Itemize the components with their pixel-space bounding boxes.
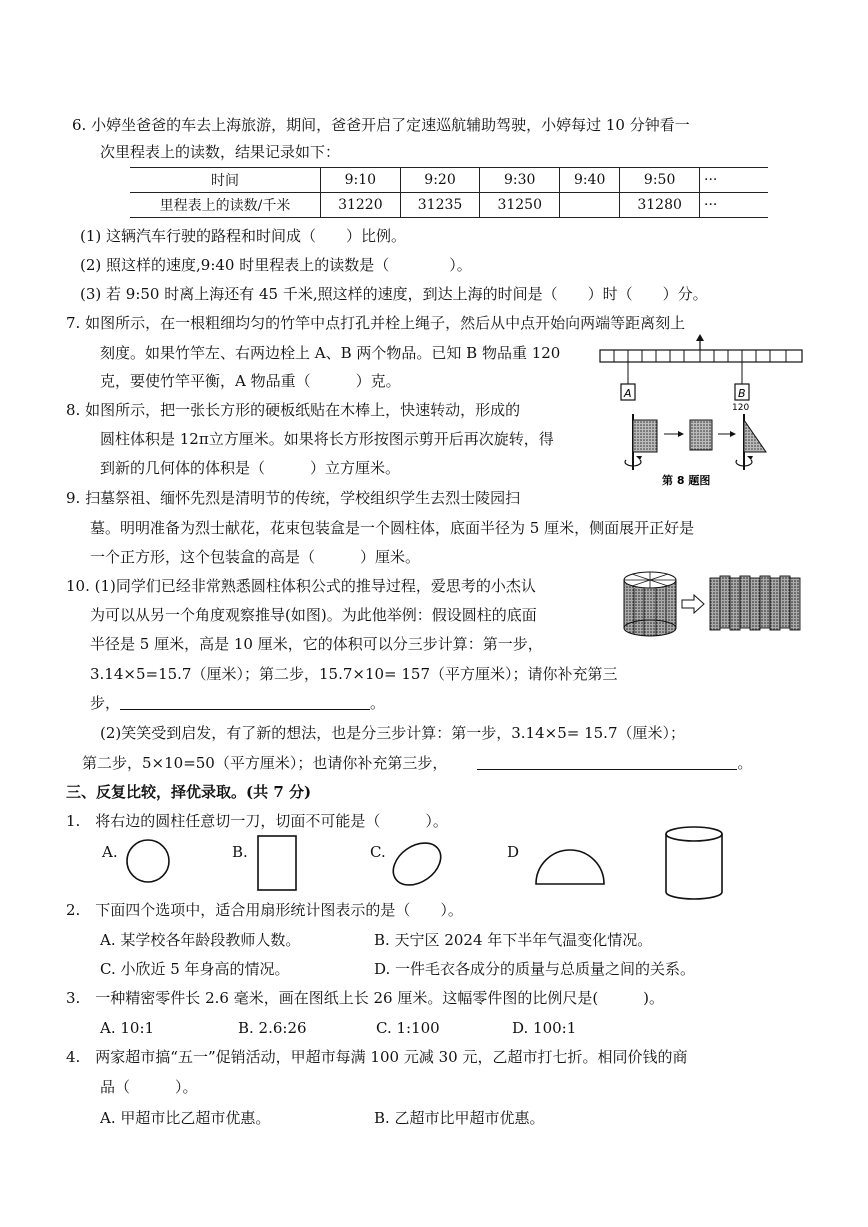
s3q4-stem-line1: 4. 两家超市搞“五一”促销活动，甲超市每满 100 元减 30 元，乙超市打七折。相同价钱的商	[66, 1048, 688, 1066]
s3q2-option-a[interactable]: A. 某学校各年龄段教师人数。	[100, 931, 301, 949]
q8-line3: 到新的几何体的体积是（ ）立方厘米。	[100, 459, 401, 477]
q6-stem-line1: 6. 小婷坐爸爸的车去上海旅游，期间，爸爸开启了定速巡航辅助驾驶，小婷每过 10 分钟看一	[72, 116, 690, 134]
fig-label-b: B	[738, 387, 746, 400]
s3q3-option-b[interactable]: B. 2.6:26	[238, 1019, 307, 1037]
table-cell: 9:40	[560, 168, 620, 193]
q10-end-mark: 。	[370, 694, 386, 712]
answer-blank-q10-1[interactable]	[120, 693, 370, 710]
q7-line2: 刻度。如果竹竿左、右两边栓上 A、B 两个物品。已知 B 物品重 120	[100, 344, 561, 362]
s3q1-stem: 1. 将右边的圆柱任意切一刀，切面不可能是（ ）。	[66, 812, 448, 830]
table-cell: 31280	[620, 193, 700, 218]
fig-label-weight: 120	[732, 403, 750, 412]
s3q3-option-a[interactable]: A. 10:1	[100, 1019, 155, 1037]
bamboo-pole-figure	[598, 332, 808, 412]
s3q4-option-b[interactable]: B. 乙超市比甲超市优惠。	[374, 1109, 545, 1127]
q6-sub2: (2) 照这样的速度,9:40 时里程表上的读数是（ ）。	[80, 256, 472, 274]
table-cell: 31220	[321, 193, 401, 218]
s3q1-option-a-label[interactable]: A.	[102, 843, 118, 861]
s3q2-option-b[interactable]: B. 天宁区 2024 年下半年气温变化情况。	[374, 931, 653, 949]
table-cell: ···	[700, 168, 769, 193]
q10-end-mark-2: 。	[737, 754, 753, 772]
table-cell-label: 里程表上的读数/千米	[130, 193, 321, 218]
fig-label-a: A	[624, 387, 632, 400]
q8-line1: 8. 如图所示，把一张长方形的硬板纸贴在木棒上，快速转动，形成的	[66, 401, 521, 419]
section3-title: 三、反复比较，择优录取。(共 7 分)	[66, 783, 312, 801]
s3q4-option-a[interactable]: A. 甲超市比乙超市优惠。	[100, 1109, 271, 1127]
q10-line5: 步，	[90, 694, 121, 712]
table-cell: 9:20	[400, 168, 480, 193]
q10-line2: 为可以从另一个角度观察推导(如图)。为此他举例：假设圆柱的底面	[90, 606, 537, 624]
table-cell: 9:30	[480, 168, 560, 193]
q6-stem-line2: 次里程表上的读数，结果记录如下：	[100, 143, 341, 161]
q7-line3: 克，要使竹竿平衡，A 物品重（ ）克。	[100, 372, 401, 390]
q8-fig-caption: 第 8 题图	[662, 474, 711, 487]
q10-line1: 10. (1)同学们已经非常熟悉圆柱体积公式的推导过程，爱思考的小杰认	[66, 577, 536, 595]
odometer-table	[130, 167, 768, 218]
circle-shape-icon	[120, 838, 176, 884]
table-cell: 9:10	[321, 168, 401, 193]
s3q2-option-d[interactable]: D. 一件毛衣各成分的质量与总质量之间的关系。	[374, 960, 696, 978]
table-row	[130, 168, 768, 193]
rotating-rectangle-figure	[622, 412, 772, 490]
s3q1-option-d-label[interactable]: D	[507, 843, 520, 861]
cylinder-rearrange-figure	[620, 568, 810, 640]
q10-line7-wrap	[82, 752, 752, 774]
s3q2-option-c[interactable]: C. 小欣近 5 年身高的情况。	[100, 960, 290, 978]
q8-line2: 圆柱体积是 12π立方厘米。如果将长方形按图示剪开后再次旋转，得	[100, 430, 554, 448]
cylinder-shape-icon	[662, 824, 726, 904]
q9-line3: 一个正方形，这个包装盒的高是（ ）厘米。	[90, 548, 421, 566]
s3q3-option-c[interactable]: C. 1:100	[376, 1019, 440, 1037]
q9-line1: 9. 扫墓祭祖、缅怀先烈是清明节的传统，学校组织学生去烈士陵园扫	[66, 489, 521, 507]
table-row	[130, 193, 768, 218]
table-cell-label: 时间	[130, 168, 321, 193]
s3q1-option-b-label[interactable]: B.	[232, 843, 248, 861]
q10-line4: 3.14×5=15.7（厘米）；第二步，15.7×10= 157（平方厘米）；请你补充第三	[90, 665, 618, 683]
q10-line3: 半径是 5 厘米，高是 10 厘米，它的体积可以分三步计算：第一步，	[90, 635, 543, 653]
q6-sub1: (1) 这辆汽车行驶的路程和时间成（ ）比例。	[80, 227, 407, 245]
s3q3-stem: 3. 一种精密零件长 2.6 毫米，画在图纸上长 26 厘米。这幅零件图的比例尺是( )。	[66, 989, 665, 1007]
table-cell: 9:50	[620, 168, 700, 193]
table-cell: 31250	[480, 193, 560, 218]
q7-line1: 7. 如图所示，在一根粗细均匀的竹竿中点打孔并栓上绳子，然后从中点开始向两端等距离刻上	[66, 314, 686, 332]
rectangle-shape-icon	[254, 834, 300, 894]
table-cell	[560, 193, 620, 218]
q10-line5-wrap	[90, 692, 385, 714]
q10-line6: (2)笑笑受到启发，有了新的想法，也是分三步计算：第一步，3.14×5= 15.7（厘米）；	[100, 724, 685, 742]
s3q1-option-c-label[interactable]: C.	[370, 843, 386, 861]
q6-sub3: (3) 若 9:50 时离上海还有 45 千米,照这样的速度，到达上海的时间是（ ）时（ ）分。	[80, 285, 708, 303]
answer-blank-q10-2[interactable]	[477, 753, 737, 770]
ellipse-shape-icon	[386, 838, 448, 890]
semicircle-shape-icon	[532, 846, 608, 888]
s3q4-stem-line2: 品（ ）。	[100, 1078, 198, 1096]
s3q3-option-d[interactable]: D. 100:1	[512, 1019, 577, 1037]
table-cell: ···	[700, 193, 769, 218]
q9-line2: 墓。明明准备为烈士献花，花束包装盒是一个圆柱体，底面半径为 5 厘米，侧面展开正好是	[90, 519, 695, 537]
s3q2-stem: 2. 下面四个选项中，适合用扇形统计图表示的是（ ）。	[66, 901, 463, 919]
table-cell: 31235	[400, 193, 480, 218]
q10-line7: 第二步，5×10=50（平方厘米）；也请你补充第三步，	[82, 754, 448, 772]
